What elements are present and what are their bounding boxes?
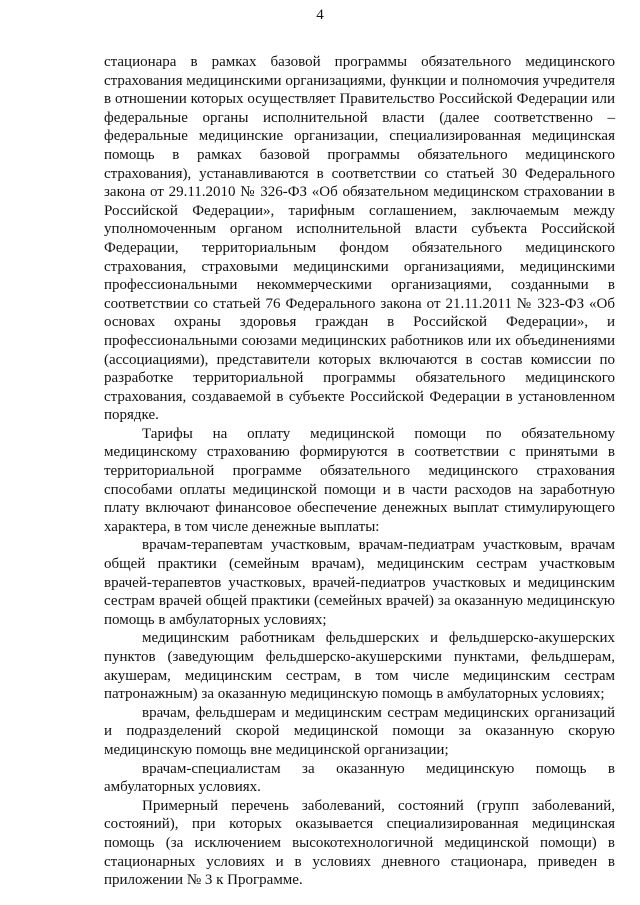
paragraph-disease-list: Примерный перечень заболеваний, состояний (групп заболеваний, состояний), при которых оказывается специализированная медицинская помощь (за исключением высокотехнологичной медицинской помощи) в стационарных условиях и в условиях дневного стационара, приведен в приложении № 3 к Программе.: [104, 797, 615, 889]
list-item-specialists: врачам-специалистам за оказанную медицинскую помощь в амбулаторных условиях.: [104, 760, 615, 796]
paragraph-tariffs: Тарифы на оплату медицинской помощи по обязательному медицинскому страхованию формируются в соответствии с принятыми в территориальной программе обязательного медицинского страхования способами оплаты медицинской помощи и в части расходов на заработную плату включают финансовое обеспечение денежных выплат стимулирующего характера, в том числе денежные выплаты:: [104, 425, 615, 535]
page-number: 4: [316, 7, 324, 23]
paragraph-continuation: стационара в рамках базовой программы обязательного медицинского страхования медицинскими организациями, функции и полномочия учредителя в отношении которых осуществляет Правительство Российской Федерации или федеральные органы исполнительной власти (далее соответственно – федеральные медицинские организации, специализированная медицинская помощь в рамках базовой программы обязательного медицинского страхования), устанавливаются в соответствии со статьей 30 Федерального закона от 29.11.2010 № 326-ФЗ «Об обязательном медицинском страховании в Российской Федерации», тарифным соглашением, заключаемым между уполномоченным органом исполнительной власти субъекта Российской Федерации, территориальным фондом обязательного медицинского страхования, страховыми медицинскими организациями, медицинскими профессиональными некоммерческими организациями, созданными в соответствии со статьей 76 Федерального закона от 21.11.2011 № 323-ФЗ «Об основах охраны здоровья граждан в Российской Федерации», и профессиональными союзами медицинских работников или их объединениями (ассоциациями), представители которых включаются в состав комиссии по разработке территориальной программы обязательного медицинского страхования, создаваемой в субъекте Российской Федерации в установленном порядке.: [104, 54, 615, 424]
list-item-therapists: врачам-терапевтам участковым, врачам-педиатрам участковым, врачам общей практики (семейным врачам), медицинским сестрам участковым врачей-терапевтов участковых, врачей-педиатров участковых и медицинским сестрам врачей общей практики (семейных врачей) за оказанную медицинскую помощь в амбулаторных условиях;: [104, 537, 615, 628]
document-body: [104, 53, 615, 890]
list-item-feldsher-points: медицинским работникам фельдшерских и фельдшерско-акушерских пунктов (заведующим фельдшерско-акушерскими пунктами, фельдшерам, акушерам, медицинским сестрам, в том числе медицинским сестрам патронажным) за оказанную медицинскую помощь в амбулаторных условиях;: [104, 630, 615, 703]
list-item-ambulance: врачам, фельдшерам и медицинским сестрам медицинских организаций и подразделений скорой медицинской помощи за оказанную скорую медицинскую помощь вне медицинской организации;: [104, 704, 615, 758]
